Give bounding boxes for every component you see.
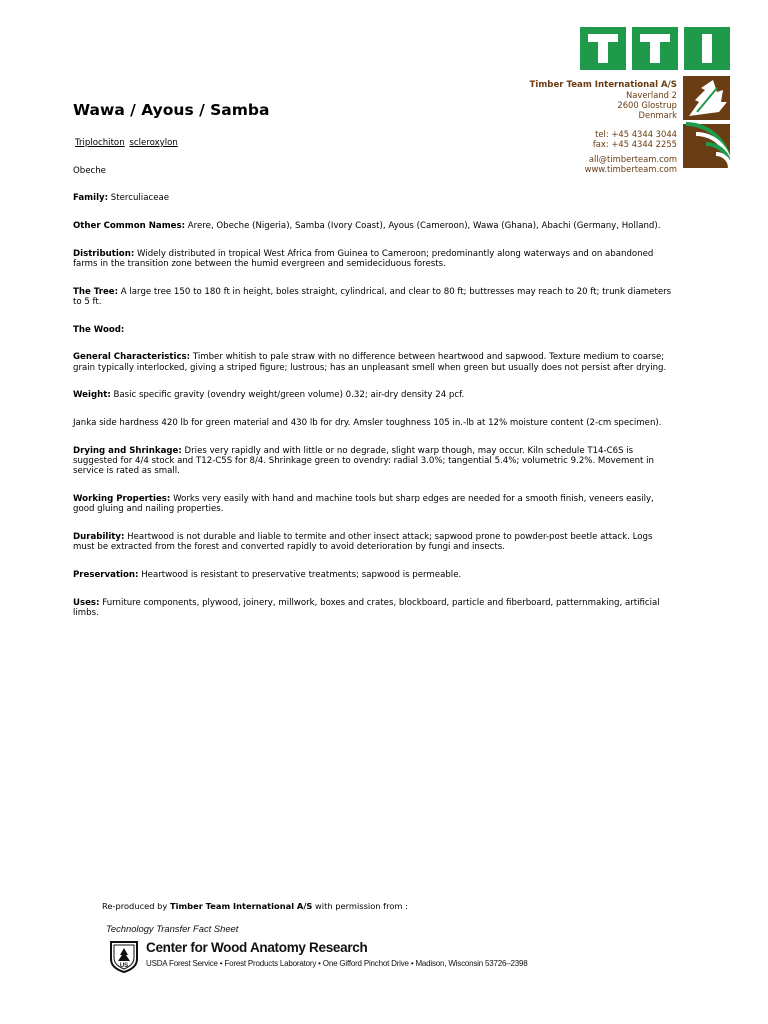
- section-text: Arere, Obeche (Nigeria), Samba (Ivory Coast), Ayous (Cameroon), Wawa (Ghana), Abachi (Germany, Holland).: [187, 221, 661, 232]
- sections-list: [73, 193, 673, 618]
- genus-link[interactable]: Triplochiton: [75, 138, 125, 148]
- section-text: Furniture components, plywood, joinery, millwork, boxes and crates, blockboard, particle and fiberboard, patternmaking, artificial limbs.: [73, 597, 660, 618]
- section-text: Timber whitish to pale straw with no difference between heartwood and sapwood. Texture medium to coarse; grain typically interlocked, giving a striped figure; lustrous; has an unpleasant smell when green but usually does not persist after drying.: [73, 352, 667, 373]
- footer: [102, 901, 532, 969]
- address-line: 2600 Glostrup: [617, 100, 677, 111]
- section-paragraph: [73, 418, 673, 428]
- logo-letter-t1: [580, 27, 626, 70]
- section-label: Working Properties:: [73, 494, 171, 505]
- page-title: Wawa / Ayous / Samba: [73, 101, 270, 119]
- logo-letter-i: [684, 27, 730, 70]
- logo-letter-t2: [632, 27, 678, 70]
- email-link[interactable]: all@timberteam.com: [588, 154, 677, 165]
- phone-number: tel: +45 4344 3044: [595, 128, 677, 139]
- credit-suffix: with permission from :: [315, 901, 408, 911]
- reproduced-credit: [102, 901, 532, 911]
- section-label: Distribution:: [73, 248, 135, 259]
- section-paragraph: [73, 532, 673, 553]
- section-paragraph: [73, 570, 673, 580]
- section-label: Preservation:: [73, 570, 139, 581]
- section-label: The Wood:: [73, 324, 125, 335]
- section-label: Drying and Shrinkage:: [73, 445, 182, 456]
- fact-sheet-label: Technology Transfer Fact Sheet: [106, 923, 239, 934]
- tti-logo: [580, 27, 730, 70]
- section-paragraph: [73, 287, 673, 308]
- section-paragraph: [73, 598, 673, 619]
- section-paragraph: [73, 249, 673, 270]
- section-label: The Tree:: [73, 286, 119, 297]
- section-label: General Characteristics:: [73, 352, 191, 363]
- credit-prefix: Re-produced by: [102, 901, 168, 911]
- common-name: Obeche: [73, 165, 106, 176]
- fax-number: fax: +45 4344 2255: [592, 138, 677, 149]
- species-link[interactable]: scleroxylon: [129, 138, 178, 148]
- section-label: Family:: [73, 193, 109, 204]
- logo-wood-tiles: [683, 76, 730, 168]
- section-label: Weight:: [73, 390, 111, 401]
- address-line: Naverland 2: [625, 90, 677, 100]
- section-label: Uses:: [73, 597, 100, 608]
- section-text: A large tree 150 to 180 ft in height, boles straight, cylindrical, and clear to 80 ft; buttresses may reach to 20 ft; trunk diameters to 5 ft.: [73, 286, 672, 308]
- section-text: Janka side hardness 420 lb for green material and 430 lb for dry. Amsler toughness 105 in.-lb at 12% moisture content (2-cm specimen).: [73, 418, 662, 429]
- scientific-name: [73, 138, 673, 148]
- section-text: Works very easily with hand and machine tools but sharp edges are needed for a smooth finish, veneers easily, good gluing and nailing properties.: [73, 494, 654, 515]
- company-name: Timber Team International A/S: [529, 80, 677, 90]
- section-paragraph: [73, 446, 673, 477]
- usfs-shield-icon: [108, 939, 140, 973]
- species-content: [73, 138, 673, 636]
- section-paragraph: [73, 390, 673, 400]
- website-link[interactable]: www.timberteam.com: [584, 164, 677, 175]
- section-paragraph: [73, 193, 673, 203]
- section-paragraph: [73, 325, 673, 335]
- section-text: Heartwood is not durable and liable to termite and other insect attack; sapwood prone to powder-post beetle attack. Logs must be extracted from the forest and converted rapidly to avoid deterioration by fungi and insects.: [73, 532, 653, 553]
- section-text: Dries very rapidly and with little or no degrade, slight warp though, may occur. Kiln schedule T14-C6S is suggested for 4/4 stock and T12-C5S for 8/4. Shrinkage green to ovendry: radial 3.0%; tangential 5.4%; volumetric 9.2%. Movement in service is rated as small.: [73, 445, 654, 477]
- section-paragraph: [73, 221, 673, 231]
- badge-text: US: [119, 963, 129, 969]
- section-label: Durability:: [73, 532, 125, 543]
- center-address: USDA Forest Service • Forest Products Laboratory • One Gifford Pinchot Drive • Madison, Wisconsin 53726–2398: [146, 959, 528, 968]
- section-paragraph: [73, 352, 673, 373]
- section-text: Sterculiaceae: [110, 193, 170, 204]
- center-name: Center for Wood Anatomy Research: [146, 940, 368, 955]
- section-text: Heartwood is resistant to preservative treatments; sapwood is permeable.: [141, 570, 462, 581]
- section-paragraph: [73, 494, 673, 515]
- section-text: Widely distributed in tropical West Africa from Guinea to Cameroon; predominantly along waterways and on abandoned farms in the transition zone between the humid evergreen and semideciduous forests.: [73, 248, 654, 270]
- address-line: Denmark: [638, 110, 677, 121]
- credit-company: Timber Team International A/S: [169, 901, 313, 911]
- section-text: Basic specific gravity (ovendry weight/green volume) 0.32; air-dry density 24 pcf.: [113, 390, 465, 401]
- cwar-letterhead: [108, 939, 528, 973]
- section-label: Other Common Names:: [73, 221, 186, 232]
